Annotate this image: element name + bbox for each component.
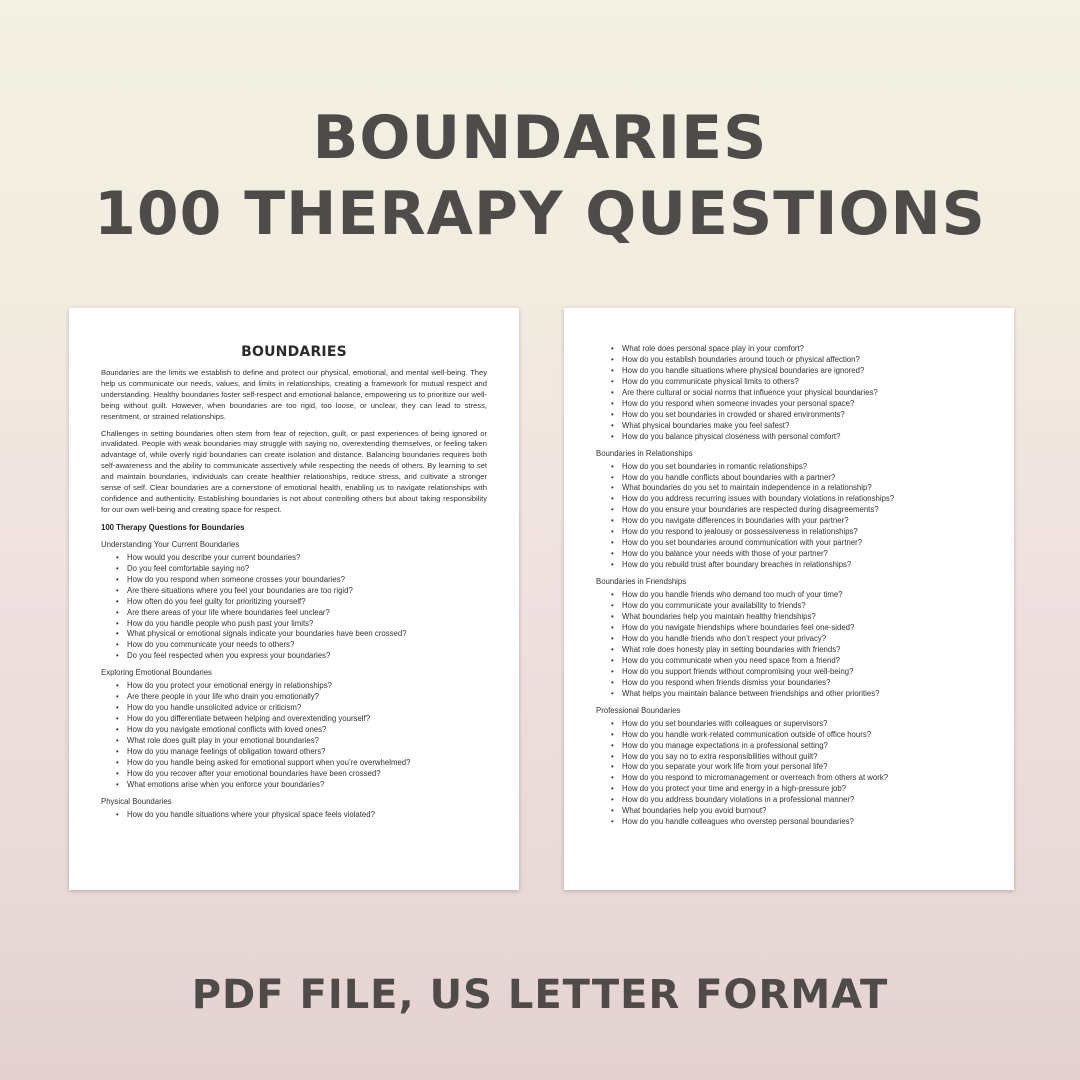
question-item: • How do you respond when friends dismiss your boundaries?: [622, 678, 982, 689]
question-item: • How do you respond to micromanagement or overreach from others at work?: [622, 773, 982, 784]
question-item: • How do you protect your emotional energy in relationships?: [127, 681, 487, 692]
question-item: • How do you balance physical closeness with personal comfort?: [622, 432, 982, 443]
question-item: • How do you handle friends who don’t respect your privacy?: [622, 634, 982, 645]
question-item: • How do you protect your time and energy in a high-pressure job?: [622, 784, 982, 795]
question-item: • Do you feel comfortable saying no?: [127, 564, 487, 575]
question-item: • What boundaries help you maintain healthy friendships?: [622, 612, 982, 623]
question-item: • What role does honesty play in setting boundaries with friends?: [622, 645, 982, 656]
question-item: • How do you navigate friendships where boundaries feel one-sided?: [622, 623, 982, 634]
question-item: • What physical or emotional signals indicate your boundaries have been crossed?: [127, 629, 487, 640]
question-item: • How do you manage feelings of obligation toward others?: [127, 747, 487, 758]
document-page-2: [564, 308, 1014, 890]
question-item: • How do you navigate emotional conflicts with loved ones?: [127, 725, 487, 736]
question-list: [596, 719, 982, 829]
question-item: • Are there situations where you feel your boundaries are too rigid?: [127, 586, 487, 597]
question-item: • How do you communicate when you need space from a friend?: [622, 656, 982, 667]
question-item: • Are there people in your life who drain you emotionally?: [127, 692, 487, 703]
question-list: [101, 810, 487, 821]
page1-question-sections: [101, 539, 487, 821]
question-item: • What role does personal space play in your comfort?: [622, 344, 982, 355]
intro-paragraph: Boundaries are the limits we establish to define and protect our physical, emotional, and mental well-being. They help us communicate our needs, values, and limits in relationships, creating a framework for mutual respect and understanding. Healthy boundaries foster self-respect and emotional balance, empowering us to prioritize our well-being without guilt. However, when boundaries are too rigid, too loose, or unclear, they can lead to stress, resentment, or strained relationships.: [101, 368, 487, 421]
question-item: • What role does guilt play in your emotional boundaries?: [127, 736, 487, 747]
question-item: • How do you manage expectations in a professional setting?: [622, 741, 982, 752]
question-list: [101, 681, 487, 791]
question-item: • How do you handle situations where your physical space feels violated?: [127, 810, 487, 821]
question-item: • How do you handle unsolicited advice or criticism?: [127, 703, 487, 714]
question-item: • How do you recover after your emotional boundaries have been crossed?: [127, 769, 487, 780]
main-title-line-2: 100 THERAPY QUESTIONS: [94, 179, 986, 249]
section-heading: Boundaries in Relationships: [596, 448, 693, 458]
section-heading: Understanding Your Current Boundaries: [101, 539, 240, 549]
question-item: • How do you handle colleagues who overstep personal boundaries?: [622, 817, 982, 828]
question-item: • How would you describe your current boundaries?: [127, 553, 487, 564]
question-item: • How do you establish boundaries around touch or physical affection?: [622, 355, 982, 366]
section-heading: Professional Boundaries: [596, 705, 681, 715]
question-item: • How do you separate your work life from your personal life?: [622, 762, 982, 773]
question-item: • How do you handle conflicts about boundaries with a partner?: [622, 473, 982, 484]
question-item: • What physical boundaries make you feel safest?: [622, 421, 982, 432]
question-item: • How do you handle being asked for emotional support when you’re overwhelmed?: [127, 758, 487, 769]
question-list: [596, 590, 982, 700]
format-footer: PDF FILE, US LETTER FORMAT: [191, 972, 889, 1018]
question-item: • What boundaries help you avoid burnout?: [622, 806, 982, 817]
question-item: • How do you rebuild trust after boundary breaches in relationships?: [622, 560, 982, 571]
question-item: • Are there areas of your life where boundaries feel unclear?: [127, 608, 487, 619]
question-item: • How do you handle work-related communication outside of office hours?: [622, 730, 982, 741]
question-item: • How do you differentiate between helping and overextending yourself?: [127, 714, 487, 725]
section-heading: Physical Boundaries: [101, 796, 172, 806]
question-item: • How do you ensure your boundaries are respected during disagreements?: [622, 505, 982, 516]
question-item: • How do you respond when someone crosses your boundaries?: [127, 575, 487, 586]
question-item: • How do you communicate your availability to friends?: [622, 601, 982, 612]
question-list: [596, 462, 982, 572]
question-item: • How often do you feel guilty for prioritizing yourself?: [127, 597, 487, 608]
question-item: • What boundaries do you set to maintain independence in a relationship?: [622, 483, 982, 494]
question-item: • How do you handle people who push past your limits?: [127, 619, 487, 630]
question-item: • How do you set boundaries with colleagues or supervisors?: [622, 719, 982, 730]
question-item: • What emotions arise when you enforce your boundaries?: [127, 780, 487, 791]
question-item: • How do you respond to jealousy or possessiveness in relationships?: [622, 527, 982, 538]
question-item: • What helps you maintain balance between friendships and other priorities?: [622, 689, 982, 700]
page2-question-sections: [596, 344, 982, 828]
question-item: • How do you communicate physical limits to others?: [622, 377, 982, 388]
document-page-1: [69, 308, 519, 890]
question-item: • How do you say no to extra responsibilities without guilt?: [622, 752, 982, 763]
section-heading: Exploring Emotional Boundaries: [101, 668, 212, 678]
section-heading: Boundaries in Friendships: [596, 577, 687, 587]
question-item: • Are there cultural or social norms that influence your physical boundaries?: [622, 388, 982, 399]
question-item: • How do you balance your needs with those of your partner?: [622, 549, 982, 560]
question-list: [596, 344, 982, 443]
intro-paragraph: Challenges in setting boundaries often stem from fear of rejection, guilt, or past experiences of being ignored or invalidated. People with weak boundaries may struggle with saying no, overextending themselves, or feeling taken advantage of, while overly rigid boundaries can create isolation and distance. Balancing boundaries requires both self-awareness and the ability to communicate assertively while respecting the needs of others. By learning to set and maintain boundaries, individuals can create healthier relationships, reduce stress, and cultivate a stronger sense of self. Clear boundaries are a cornerstone of emotional health, enabling us to navigate relationships with confidence and authenticity. Establishing boundaries is not about controlling others but about taking responsibility for our own well-being and creating space for respect.: [101, 428, 487, 514]
question-item: • How do you set boundaries in crowded or shared environments?: [622, 410, 982, 421]
question-item: • How do you support friends without compromising your well-being?: [622, 667, 982, 678]
question-item: • How do you communicate your needs to others?: [127, 640, 487, 651]
question-item: • How do you handle friends who demand too much of your time?: [622, 590, 982, 601]
main-title-line-1: BOUNDARIES: [312, 103, 768, 173]
question-list: [101, 553, 487, 663]
questions-subheading: 100 Therapy Questions for Boundaries: [101, 522, 245, 532]
question-item: • How do you respond when someone invades your personal space?: [622, 399, 982, 410]
question-item: • How do you navigate differences in boundaries with your partner?: [622, 516, 982, 527]
question-item: • How do you address boundary violations in a professional manner?: [622, 795, 982, 806]
question-item: • How do you set boundaries around communication with your partner?: [622, 538, 982, 549]
question-item: • Do you feel respected when you express your boundaries?: [127, 651, 487, 662]
question-item: • How do you set boundaries in romantic relationships?: [622, 462, 982, 473]
question-item: • How do you handle situations where physical boundaries are ignored?: [622, 366, 982, 377]
document-title: BOUNDARIES: [241, 344, 347, 360]
question-item: • How do you address recurring issues with boundary violations in relationships?: [622, 494, 982, 505]
